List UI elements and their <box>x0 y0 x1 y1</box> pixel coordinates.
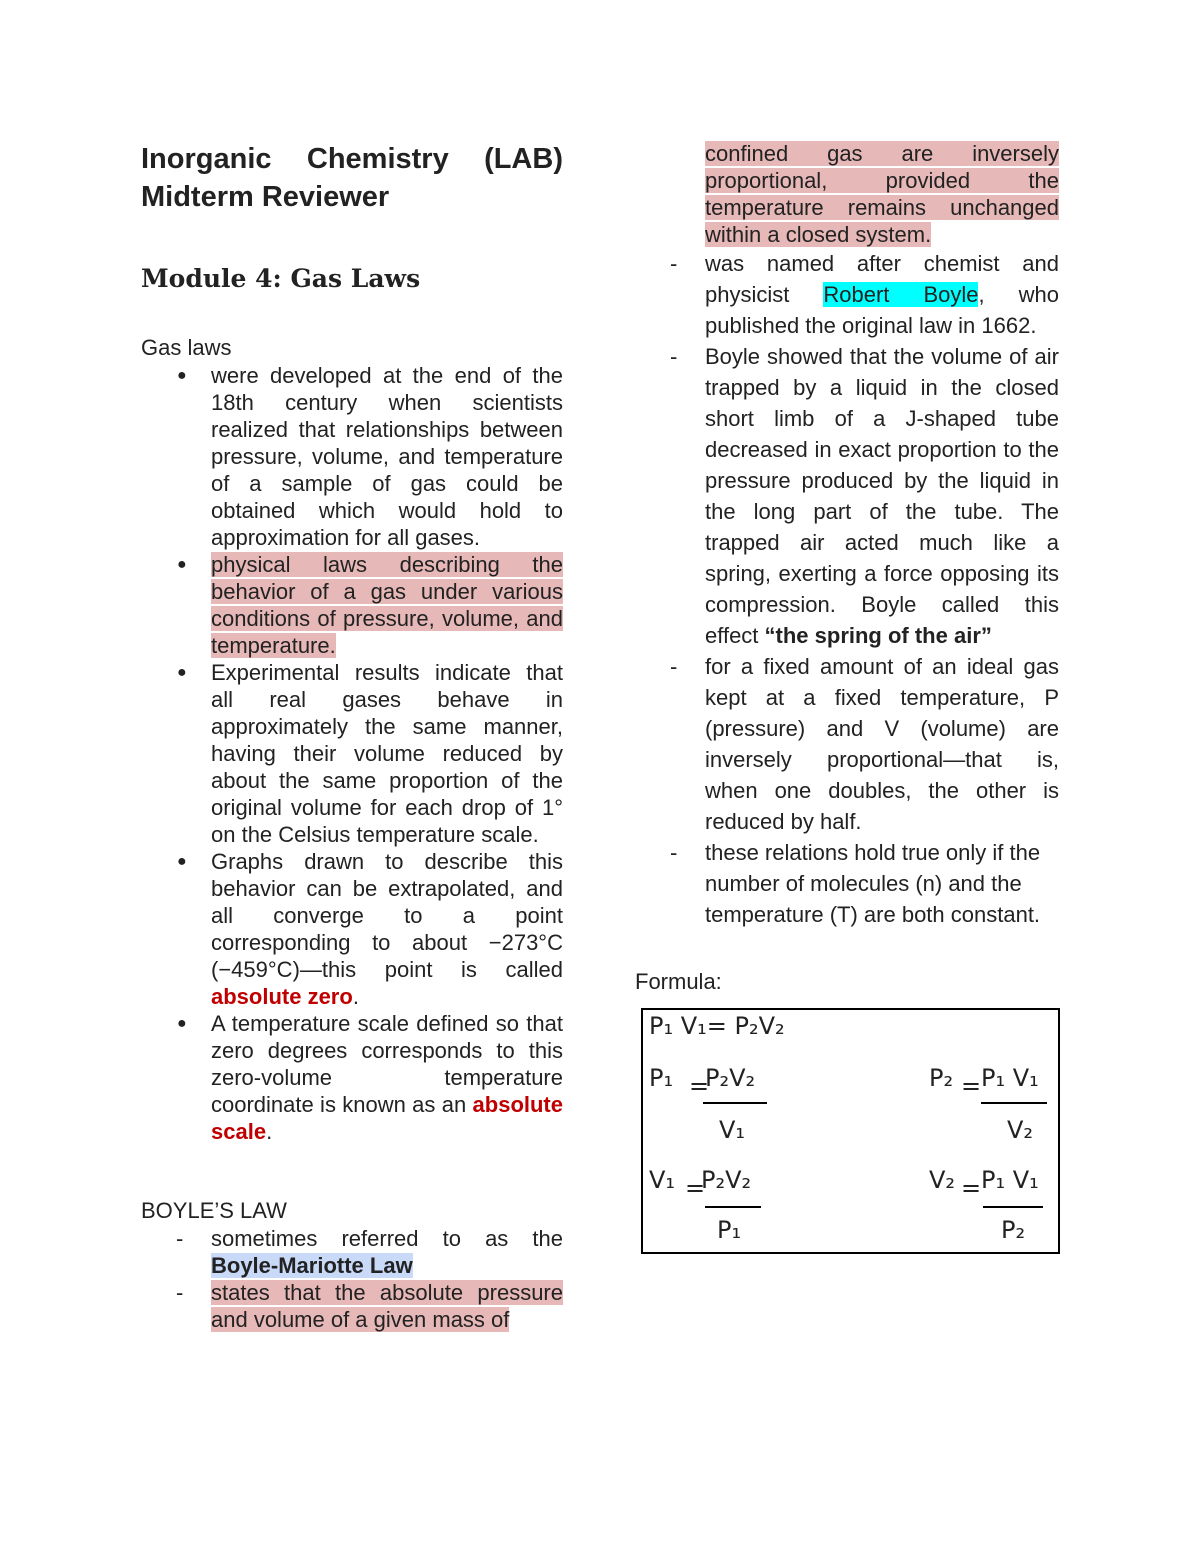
formula-p1-left: P₁ <box>649 1064 674 1092</box>
formula-p1-numerator: P₂V₂ <box>705 1064 756 1092</box>
title-line-2: Midterm Reviewer <box>141 181 390 213</box>
formula-v2-left: V₂ <box>929 1166 956 1194</box>
list-item-text-highlighted: physical laws describing the behavior of a gas under various conditions of pressure, volume, and temperature. <box>211 552 563 658</box>
list-item <box>635 837 1059 930</box>
list-item <box>141 848 563 1010</box>
left-column <box>141 140 563 1333</box>
list-item <box>635 248 1059 341</box>
fraction-line <box>981 1102 1047 1104</box>
term-absolute-scale: absolute scale <box>211 1092 563 1144</box>
list-item-text: Boyle showed that the volume of air trapped by a liquid in the closed short limb of a J-shaped tube decreased in exact proportion to the pressure produced by the liquid in the long part of the tube. The trapped air acted much like a spring, exerting a force opposing its compression. Boyle called this effect <box>705 344 1059 648</box>
term-boyle-mariotte-law: Boyle-Mariotte Law <box>211 1253 413 1278</box>
list-item-text-highlighted: states that the absolute pressure and volume of a given mass of <box>211 1280 563 1332</box>
term-spring-of-air: “the spring of the air” <box>764 623 992 648</box>
gas-laws-list <box>141 362 563 1145</box>
list-item-text: was named after chemist and physicist <box>705 251 1059 307</box>
formula-p2-numerator: P₁ V₁ <box>981 1064 1039 1092</box>
formula-p2-eq: = <box>961 1072 982 1100</box>
bullet-icon: ● <box>177 556 187 573</box>
document-title <box>141 140 563 216</box>
title-line-1 <box>141 140 563 178</box>
list-item-text: were developed at the end of the 18th century when scientists realized that relationships between pressure, volume, and temperature of a sample of gas could be obtained which would hold to approximation for all gases. <box>211 363 563 550</box>
formula-v1-numerator: P₂V₂ <box>701 1166 752 1194</box>
title-word-1: Inorganic <box>141 143 272 175</box>
title-word-2: Chemistry <box>306 143 449 175</box>
dash-icon: - <box>670 654 678 679</box>
list-item-text-end: . <box>266 1119 273 1144</box>
formula-main: P₁ V₁= P₂V₂ <box>649 1012 785 1040</box>
list-item-text: these relations hold true only if the number of molecules (n) and the temperature (T) are both constant. <box>705 840 1041 927</box>
list-item <box>141 1225 563 1279</box>
boyles-law-heading: BOYLE’S LAW <box>141 1198 287 1223</box>
list-item-text-end: , who published the original law in 1662. <box>705 282 1059 338</box>
formula-v2-numerator: P₁ V₁ <box>981 1166 1039 1194</box>
title-word-3: (LAB) <box>484 143 563 175</box>
formula-p1-eq: = <box>689 1072 710 1100</box>
boyles-law-list-right <box>635 248 1059 930</box>
list-item <box>141 659 563 848</box>
module-heading: Module 4: Gas Laws <box>141 264 421 293</box>
list-item-text: for a fixed amount of an ideal gas kept at a fixed temperature, P (pressure) and V (volume) are inversely proportional—that is, when one doubles, the other is reduced by half. <box>705 654 1059 834</box>
list-item-text-end: . <box>352 984 359 1009</box>
bullet-icon: ● <box>177 853 187 870</box>
list-item-text: Graphs drawn to describe this behavior can be extrapolated, and all converge to a point corresponding to about −273°C (−459°C)—this point is called <box>211 849 563 982</box>
dash-icon: - <box>670 344 678 369</box>
formula-v1-left: V₁ <box>649 1166 676 1194</box>
formula-p2-left: P₂ <box>929 1064 954 1092</box>
list-item <box>141 1279 563 1333</box>
bullet-icon: ● <box>177 1015 187 1032</box>
formula-v1-eq: = <box>685 1174 706 1202</box>
list-item-text: Experimental results indicate that all real gases behave in approximately the same manner, having their volume reduced by about the same proportion of the original volume for each drop of 1° on the Celsius temperature scale. <box>211 660 563 847</box>
formula-box <box>641 1008 1060 1254</box>
list-item <box>141 1010 563 1145</box>
bullet-icon: ● <box>177 664 187 681</box>
gas-laws-heading: Gas laws <box>141 335 232 360</box>
formula-label: Formula: <box>635 969 722 994</box>
dash-icon: - <box>176 1280 184 1305</box>
list-item-text: A temperature scale defined so that zero degrees corresponds to this zero-volume temperature coordinate is known as an <box>211 1011 563 1117</box>
fraction-line <box>983 1206 1043 1208</box>
formula-v1-denominator: P₁ <box>717 1216 742 1244</box>
list-item-text-highlighted: confined gas are inversely proportional, provided the temperature remains unchanged within a closed system. <box>705 141 1059 247</box>
list-item <box>635 341 1059 651</box>
continued-text <box>635 140 1059 248</box>
fraction-line <box>703 1102 767 1104</box>
list-item-text: sometimes referred to as the <box>211 1226 563 1251</box>
dash-icon: - <box>670 840 678 865</box>
right-column <box>635 140 1059 1254</box>
formula-v2-eq: = <box>961 1174 982 1202</box>
list-item <box>141 551 563 659</box>
formula-v2-denominator: P₂ <box>1001 1216 1026 1244</box>
formula-p2-denominator: V₂ <box>1007 1116 1034 1144</box>
list-item <box>635 651 1059 837</box>
term-absolute-zero: absolute zero <box>211 984 353 1009</box>
boyles-law-list-left <box>141 1225 563 1333</box>
list-item <box>141 362 563 551</box>
dash-icon: - <box>670 251 678 276</box>
fraction-line <box>705 1206 761 1208</box>
bullet-icon: ● <box>177 367 187 384</box>
formula-p1-denominator: V₁ <box>719 1116 746 1144</box>
dash-icon: - <box>176 1226 184 1251</box>
term-robert-boyle: Robert Boyle <box>823 282 979 307</box>
